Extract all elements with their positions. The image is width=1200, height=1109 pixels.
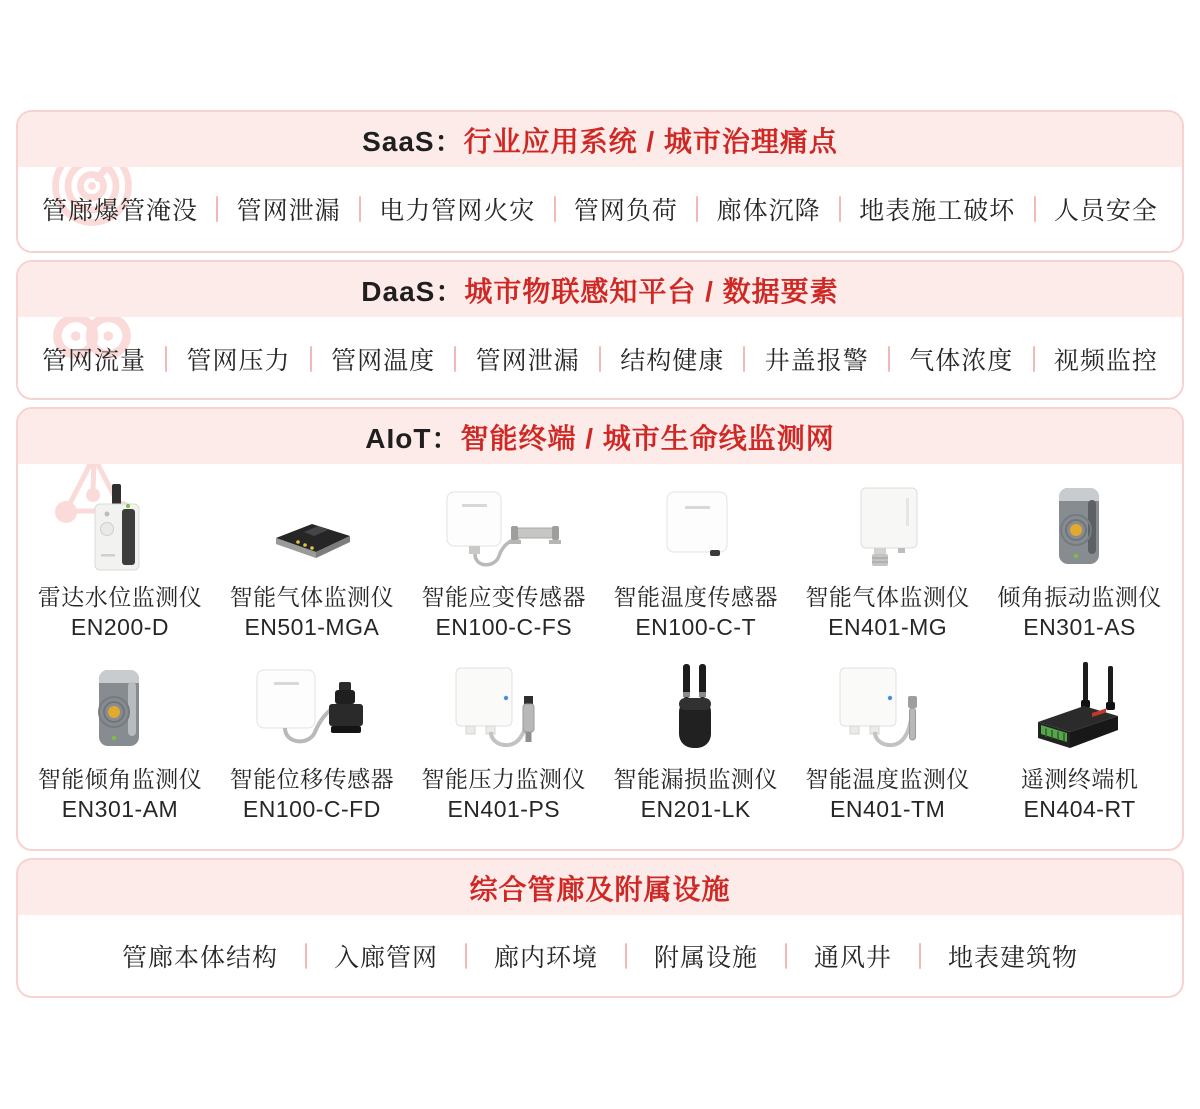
product-model: EN100-C-FD xyxy=(242,796,381,822)
divider xyxy=(743,346,745,372)
product-model: EN401-MG xyxy=(828,614,948,640)
device-image-en404-rt xyxy=(1020,652,1140,764)
corridor-item: 通风井 xyxy=(814,943,893,972)
aiot-product-grid xyxy=(18,464,1182,834)
saas-title-prefix: SaaS： xyxy=(362,125,464,157)
saas-item: 电力管网火灾 xyxy=(379,197,536,225)
daas-item: 气体浓度 xyxy=(909,347,1014,375)
divider xyxy=(599,346,601,372)
divider xyxy=(165,346,167,372)
product-card xyxy=(408,470,600,642)
product-name: 智能气体监测仪 xyxy=(805,584,970,610)
device-image-en301-as xyxy=(1026,470,1134,582)
saas-header xyxy=(18,112,1182,167)
product-card xyxy=(408,652,600,824)
divider xyxy=(696,196,698,222)
divider xyxy=(454,346,456,372)
saas-title xyxy=(362,120,838,160)
panel-daas xyxy=(16,260,1184,400)
product-model: EN200-D xyxy=(70,614,170,640)
aiot-title-prefix: AIoT： xyxy=(365,422,461,454)
product-model: EN501-MGA xyxy=(244,614,380,640)
product-card xyxy=(216,652,408,824)
device-image-en301-am xyxy=(66,652,174,764)
aiot-title xyxy=(365,417,835,457)
panel-aiot xyxy=(16,407,1184,851)
daas-item: 结构健康 xyxy=(620,347,725,375)
divider xyxy=(839,196,841,222)
device-image-en401-ps xyxy=(444,652,564,764)
device-image-en100-c-fs xyxy=(439,470,569,582)
product-card xyxy=(600,470,792,642)
daas-item: 管网流量 xyxy=(42,347,147,375)
product-name: 遥测终端机 xyxy=(1020,766,1139,792)
corridor-item: 入廊管网 xyxy=(333,943,438,972)
divider xyxy=(888,346,890,372)
divider xyxy=(305,943,307,969)
divider xyxy=(785,943,787,969)
device-image-en201-lk xyxy=(642,652,750,764)
product-name: 智能气体监测仪 xyxy=(229,584,395,610)
product-card xyxy=(24,652,216,824)
divider xyxy=(310,346,312,372)
divider xyxy=(919,943,921,969)
corridor-item: 地表建筑物 xyxy=(948,943,1079,972)
aiot-header xyxy=(18,409,1182,464)
product-card xyxy=(600,652,792,824)
daas-item: 管网温度 xyxy=(331,347,436,375)
product-model: EN401-PS xyxy=(447,796,561,822)
aiot-title-main: 智能终端 / 城市生命线监测网 xyxy=(460,422,835,454)
corridor-header xyxy=(18,860,1182,915)
divider xyxy=(359,196,361,222)
daas-items-row xyxy=(18,317,1182,400)
saas-items-row xyxy=(18,167,1182,251)
product-name: 智能温度传感器 xyxy=(613,584,778,610)
daas-header xyxy=(18,262,1182,317)
divider xyxy=(1033,346,1035,372)
daas-title-prefix: DaaS： xyxy=(361,275,465,307)
product-card xyxy=(24,470,216,642)
product-name: 雷达水位监测仪 xyxy=(37,584,203,610)
panel-saas xyxy=(16,110,1184,253)
device-image-en100-c-t xyxy=(642,470,750,582)
device-image-en501-mga xyxy=(258,470,366,582)
corridor-title-main: 综合管廊及附属设施 xyxy=(469,873,731,905)
saas-item: 管网泄漏 xyxy=(236,197,341,225)
product-name: 智能位移传感器 xyxy=(229,766,395,792)
product-card xyxy=(984,470,1176,642)
product-model: EN201-LK xyxy=(640,796,751,822)
product-model: EN100-C-FS xyxy=(435,614,573,640)
daas-item: 视频监控 xyxy=(1053,347,1158,375)
product-name: 智能漏损监测仪 xyxy=(613,766,778,792)
divider xyxy=(625,943,627,969)
product-name: 智能温度监测仪 xyxy=(805,766,970,792)
corridor-title xyxy=(469,868,730,908)
daas-item: 井盖报警 xyxy=(764,347,869,375)
divider xyxy=(1034,196,1036,222)
corridor-item: 管廊本体结构 xyxy=(121,943,278,972)
saas-item: 地表施工破坏 xyxy=(859,197,1016,225)
daas-item: 管网压力 xyxy=(186,347,291,375)
saas-item: 廊体沉降 xyxy=(716,197,821,225)
device-image-en100-c-fd xyxy=(247,652,377,764)
saas-title-main: 行业应用系统 / 城市治理痛点 xyxy=(463,125,838,157)
device-image-en401-mg xyxy=(834,470,942,582)
corridor-items-row xyxy=(18,915,1182,996)
device-image-en401-tm xyxy=(828,652,948,764)
product-name: 倾角振动监测仪 xyxy=(997,584,1162,610)
corridor-item: 廊内环境 xyxy=(493,943,598,972)
product-card xyxy=(984,652,1176,824)
divider xyxy=(216,196,218,222)
panel-stack xyxy=(16,110,1184,998)
device-image-en200-d xyxy=(66,470,174,582)
product-model: EN301-AM xyxy=(61,796,179,822)
product-name: 智能倾角监测仪 xyxy=(37,766,203,792)
saas-item: 管网负荷 xyxy=(573,197,678,225)
daas-title xyxy=(361,270,838,310)
daas-item: 管网泄漏 xyxy=(475,347,580,375)
product-model: EN301-AS xyxy=(1023,614,1136,640)
product-name: 智能应变传感器 xyxy=(421,584,587,610)
product-card xyxy=(792,652,984,824)
daas-title-main: 城市物联感知平台 / 数据要素 xyxy=(464,275,839,307)
product-model: EN401-TM xyxy=(830,796,946,822)
corridor-item: 附属设施 xyxy=(654,943,759,972)
divider xyxy=(465,943,467,969)
product-card xyxy=(792,470,984,642)
product-model: EN404-RT xyxy=(1023,796,1136,822)
divider xyxy=(554,196,556,222)
panel-corridor xyxy=(16,858,1184,998)
saas-item: 人员安全 xyxy=(1053,197,1158,225)
product-name: 智能压力监测仪 xyxy=(421,766,587,792)
saas-item: 管廊爆管淹没 xyxy=(42,197,199,225)
product-model: EN100-C-T xyxy=(635,614,757,640)
product-card xyxy=(216,470,408,642)
